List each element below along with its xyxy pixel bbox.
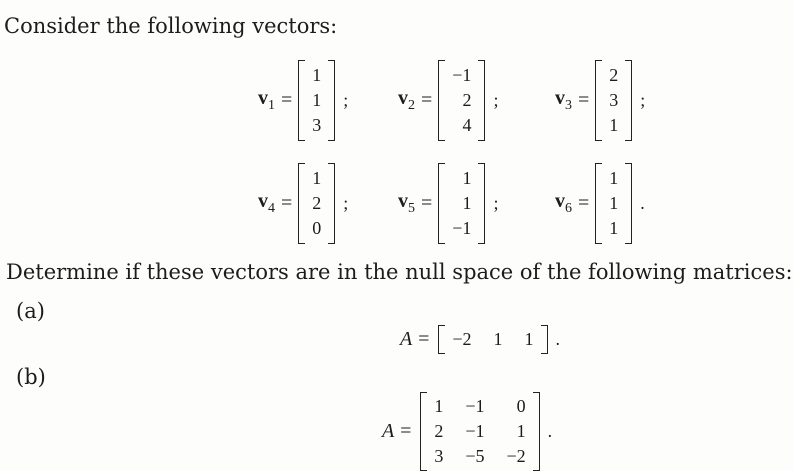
separator: ; (493, 193, 499, 213)
vector-label: $v_3$ (555, 87, 572, 113)
equals-sign: = (578, 192, 590, 214)
vector-label: $v_6$ (555, 190, 572, 216)
vector-v2 (398, 60, 510, 141)
vector-bracket: 2 3 1 (595, 60, 632, 141)
equals-sign: = (421, 192, 433, 214)
separator: ; (640, 90, 646, 110)
vector-v4 (258, 163, 360, 244)
part-b-matrix (382, 392, 564, 471)
matrix-lhs: A = (382, 420, 413, 442)
vector-label: $v_4$ (258, 190, 275, 216)
part-a-matrix (400, 325, 572, 354)
separator: ; (343, 193, 349, 213)
vector-v3 (555, 60, 657, 141)
vector-bracket: −1 2 4 (438, 60, 485, 141)
part-a-label: (a) (16, 299, 45, 323)
matrix-lhs: A = (400, 328, 431, 350)
vector-v6 (555, 163, 657, 244)
equals-sign: = (281, 89, 293, 111)
separator: ; (493, 90, 499, 110)
vector-v1 (258, 60, 360, 141)
vector-label: $v_1$ (258, 87, 275, 113)
terminator: . (547, 421, 553, 441)
vector-bracket: 1 1 1 (595, 163, 632, 244)
intro-text: Consider the following vectors: (4, 14, 338, 38)
terminator: . (555, 329, 561, 349)
separator: . (640, 193, 645, 213)
vector-bracket: 1 1 3 (298, 60, 335, 141)
question-text: Determine if these vectors are in the null space of the following matrices: (6, 260, 793, 284)
separator: ; (343, 90, 349, 110)
equals-sign: = (421, 89, 433, 111)
matrix-bracket: −2 1 1 (438, 325, 547, 354)
vector-label: $v_5$ (398, 190, 415, 216)
vector-bracket: 1 1 −1 (438, 163, 485, 244)
part-b-label: (b) (16, 365, 46, 389)
equals-sign: = (578, 89, 590, 111)
matrix-bracket: 1 −1 0 2 −1 1 3 −5 −2 (420, 392, 539, 471)
vector-bracket: 1 2 0 (298, 163, 335, 244)
vector-label: $v_2$ (398, 87, 415, 113)
equals-sign: = (281, 192, 293, 214)
vector-v5 (398, 163, 510, 244)
